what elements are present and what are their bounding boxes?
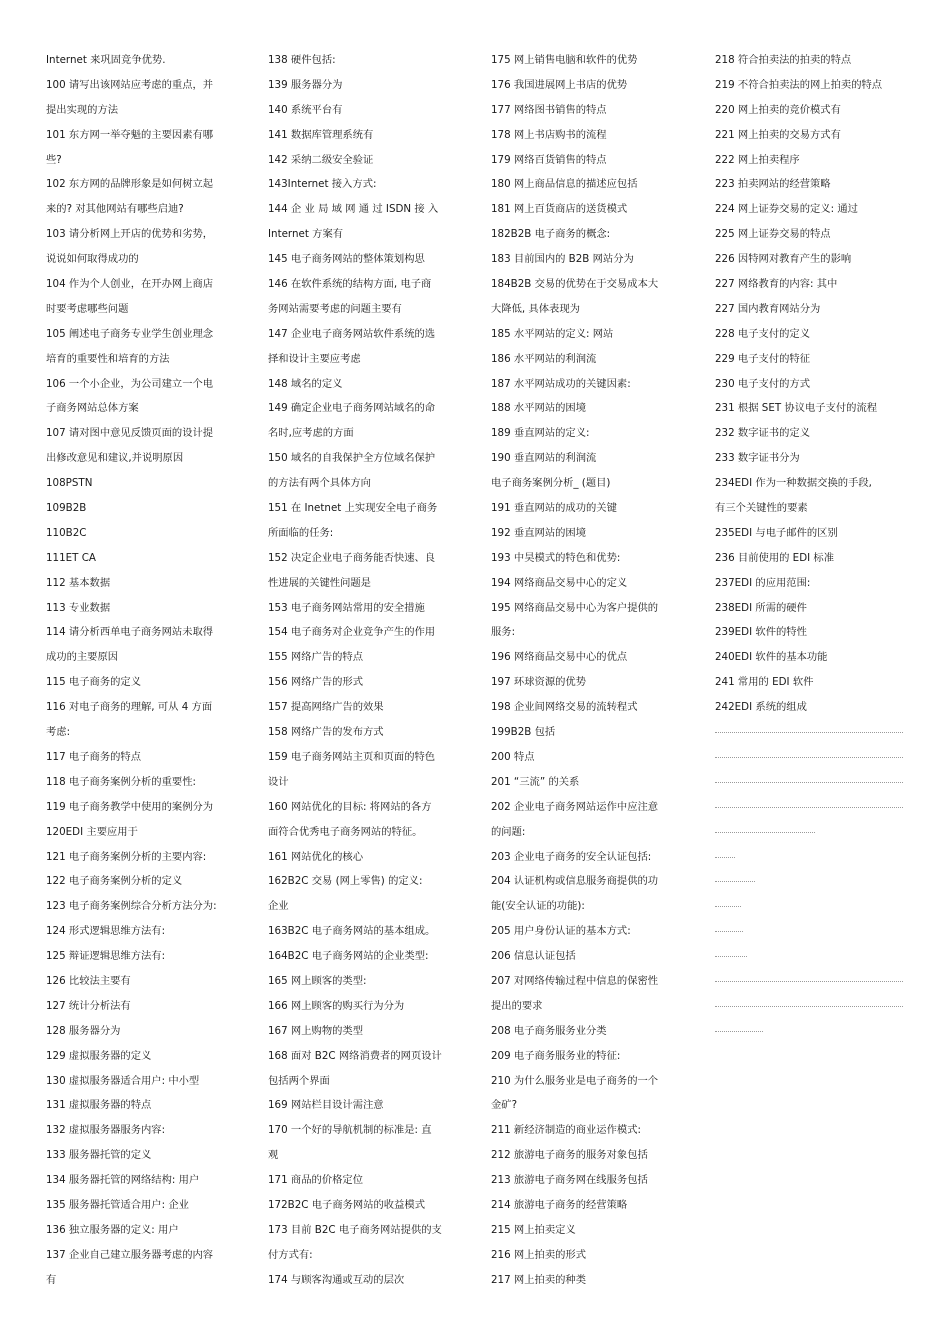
- text-line: 180 网上商品信息的描述应包括: [491, 178, 638, 191]
- text-line: 215 网上拍卖定义: [491, 1223, 576, 1236]
- text-line: 117 电子商务的特点: [46, 750, 142, 763]
- text-line: 观: [268, 1149, 279, 1162]
- text-line: 197 环球资源的优势: [491, 676, 587, 689]
- text-line: 184B2B 交易的优势在于交易成本大: [491, 278, 659, 291]
- text-line: 111ET CA: [46, 551, 96, 564]
- text-line: 139 服务器分为: [268, 78, 343, 91]
- text-line: 118 电子商务案例分析的重要性:: [46, 775, 196, 788]
- text-line: 200 特点: [491, 750, 535, 763]
- text-line: 176 我国进展网上书店的优势: [491, 78, 628, 91]
- text-line: 164B2C 电子商务网站的企业类型:: [268, 950, 429, 963]
- text-line: 105 阐述电子商务专业学生创业理念: [46, 327, 214, 340]
- text-line: 185 水平网站的定义: 网站: [491, 327, 614, 340]
- blank-answer-line: [715, 745, 911, 770]
- text-line: 务网站需要考虑的问题主要有: [268, 302, 402, 315]
- text-line: 120EDI 主要应用于: [46, 825, 138, 838]
- text-line: 189 垂直网站的定义:: [491, 427, 590, 440]
- text-line: 企业: [268, 900, 289, 913]
- text-line: 224 网上证券交易的定义: 通过: [715, 203, 858, 216]
- text-line: 177 网络图书销售的特点: [491, 103, 607, 116]
- text-line: 223 拍卖网站的经营策略: [715, 178, 831, 191]
- text-line: 178 网上书店购书的流程: [491, 128, 607, 141]
- blank-answer-line: [715, 770, 911, 795]
- text-line: 128 服务器分为: [46, 1024, 121, 1037]
- text-line: 108PSTN: [46, 477, 93, 490]
- blank-answer-line: [715, 869, 911, 894]
- text-line: 159 电子商务网站主页和页面的特色: [268, 750, 436, 763]
- text-line: 付方式有:: [268, 1248, 313, 1261]
- text-line: 206 信息认证包括: [491, 950, 576, 963]
- text-line: 160 网站优化的目标: 将网站的各方: [268, 800, 432, 813]
- text-line: 成功的主要原因: [46, 651, 119, 664]
- text-line: 214 旅游电子商务的经营策略: [491, 1198, 628, 1211]
- text-line: Internet 来巩固竞争优势.: [46, 54, 166, 66]
- text-line: 145 电子商务网站的整体策划构思: [268, 253, 425, 266]
- text-line: 124 形式逻辑思维方法有:: [46, 925, 166, 938]
- text-line: 232 数字证书的定义: [715, 427, 811, 440]
- text-line: 195 网络商品交易中心为客户提供的: [491, 601, 659, 614]
- text-line: 时要考虑哪些问题: [46, 302, 129, 315]
- text-line: 142 采纳二级安全验证: [268, 153, 374, 166]
- text-line: 127 统计分析法有: [46, 999, 131, 1012]
- text-line: 213 旅游电子商务网在线服务包括: [491, 1174, 648, 1187]
- text-line: 112 基本数据: [46, 576, 111, 589]
- text-line: 133 服务器托管的定义: [46, 1149, 152, 1162]
- text-line: 242EDI 系统的组成: [715, 701, 807, 714]
- text-line: 225 网上证券交易的特点: [715, 228, 831, 241]
- blank-answer-line: [715, 845, 911, 870]
- text-line: 些?: [46, 153, 62, 166]
- text-line: 119 电子商务教学中使用的案例分为: [46, 800, 214, 813]
- blank-answer-line: [715, 969, 911, 994]
- text-line: 101 东方网一举夺魁的主要因素有哪: [46, 128, 214, 141]
- text-line: 提出实现的方法: [46, 103, 119, 116]
- text-line: 154 电子商务对企业竞争产生的作用: [268, 626, 436, 639]
- text-line: 提出的要求: [491, 999, 543, 1012]
- text-line: 162B2C 交易 (网上零售) 的定义:: [268, 875, 423, 888]
- text-line: 228 电子支付的定义: [715, 327, 811, 340]
- text-line: 103 请分析网上开店的优势和劣势，: [46, 228, 214, 241]
- text-line: 187 水平网站成功的关键因素:: [491, 377, 631, 390]
- text-line: 191 垂直网站的成功的关键: [491, 502, 617, 515]
- text-column-1: [46, 48, 236, 1293]
- text-line: 211 新经济制造的商业运作模式:: [491, 1124, 641, 1137]
- text-line: 143Internet 接入方式:: [268, 178, 377, 191]
- text-line: 169 网站栏目设计需注意: [268, 1099, 384, 1112]
- text-column-3: [491, 48, 681, 1293]
- text-line: 培育的重要性和培育的方法: [46, 352, 170, 365]
- text-line: 109B2B: [46, 502, 87, 515]
- text-line: 235EDI 与电子邮件的区别: [715, 526, 838, 539]
- text-line: 121 电子商务案例分析的主要内容:: [46, 850, 207, 863]
- text-line: 165 网上顾客的类型:: [268, 974, 367, 987]
- text-line: 163B2C 电子商务网站的基本组成。: [268, 925, 436, 938]
- text-line: 130 虚拟服务器适合用户: 中小型: [46, 1074, 200, 1087]
- text-line: 239EDI 软件的特性: [715, 626, 807, 639]
- text-line: Internet 方案有: [268, 228, 344, 241]
- text-line: 说说如何取得成功的: [46, 253, 139, 266]
- text-line: 107 请对图中意见反馈页面的设计提: [46, 427, 214, 440]
- text-line: 181 网上百货商店的送货模式: [491, 203, 628, 216]
- text-line: 122 电子商务案例分析的定义: [46, 875, 183, 888]
- text-line: 137 企业自己建立服务器考虑的内容: [46, 1248, 214, 1261]
- text-line: 名时,应考虑的方面: [268, 427, 354, 440]
- text-column-4: [715, 48, 911, 1044]
- text-line: 168 面对 B2C 网络消费者的网页设计: [268, 1049, 442, 1062]
- text-line: 227 国内教育网站分为: [715, 302, 821, 315]
- text-line: 218 符合拍卖法的拍卖的特点: [715, 54, 852, 66]
- text-line: 大降低, 具体表现为: [491, 302, 580, 315]
- text-line: 子商务网站总体方案: [46, 402, 139, 415]
- text-line: 209 电子商务服务业的特征:: [491, 1049, 621, 1062]
- text-line: 222 网上拍卖程序: [715, 153, 800, 166]
- text-line: 174 与顾客沟通或互动的层次: [268, 1273, 405, 1286]
- text-line: 202 企业电子商务网站运作中应注意: [491, 800, 659, 813]
- text-line: 219 不符合拍卖法的网上拍卖的特点: [715, 78, 883, 91]
- blank-answer-line: [715, 795, 911, 820]
- text-line: 190 垂直网站的利润流: [491, 452, 597, 465]
- text-line: 能(安全认证的功能):: [491, 900, 585, 913]
- text-line: 金矿?: [491, 1099, 518, 1112]
- text-line: 179 网络百货销售的特点: [491, 153, 607, 166]
- text-line: 100 请写出该网站应考虑的重点，并: [46, 78, 214, 91]
- text-line: 157 提高网络广告的效果: [268, 701, 384, 714]
- text-line: 231 根据 SET 协议电子支付的流程: [715, 402, 878, 415]
- text-line: 出修改意见和建议,并说明原因: [46, 452, 184, 465]
- text-line: 148 域名的定义: [268, 377, 343, 390]
- text-line: 126 比较法主要有: [46, 974, 131, 987]
- text-line: 135 服务器托管适合用户: 企业: [46, 1198, 189, 1211]
- text-line: 196 网络商品交易中心的优点: [491, 651, 628, 664]
- text-line: 152 决定企业电子商务能否快速、良: [268, 551, 436, 564]
- text-column-2: [268, 48, 458, 1293]
- text-line: 有三个关键性的要素: [715, 502, 808, 515]
- text-line: 115 电子商务的定义: [46, 676, 142, 689]
- text-line: 201 “三流” 的关系: [491, 775, 580, 788]
- text-line: 123 电子商务案例综合分析方法分为:: [46, 900, 217, 913]
- text-line: 134 服务器托管的网络结构: 用户: [46, 1174, 200, 1187]
- text-line: 的问题:: [491, 825, 526, 838]
- text-line: 217 网上拍卖的种类: [491, 1273, 587, 1286]
- text-line: 150 域名的自我保护全方位域名保护: [268, 452, 436, 465]
- text-line: 205 用户身份认证的基本方式:: [491, 925, 631, 938]
- text-line: 175 网上销售电脑和软件的优势: [491, 54, 638, 66]
- text-line: 考虑:: [46, 726, 71, 739]
- text-line: 203 企业电子商务的安全认证包括:: [491, 850, 652, 863]
- text-line: 171 商品的价格定位: [268, 1174, 364, 1187]
- blank-answer-line: [715, 919, 911, 944]
- text-line: 设计: [268, 775, 289, 788]
- text-line: 104 作为个人创业，在开办网上商店: [46, 278, 214, 291]
- text-line: 156 网络广告的形式: [268, 676, 364, 689]
- text-line: 212 旅游电子商务的服务对象包括: [491, 1149, 648, 1162]
- text-line: 有: [46, 1273, 57, 1286]
- text-line: 153 电子商务网站常用的安全措施: [268, 601, 425, 614]
- text-line: 面符合优秀电子商务网站的特征。: [268, 825, 423, 838]
- text-line: 166 网上顾客的购买行为分为: [268, 999, 405, 1012]
- text-line: 161 网站优化的核心: [268, 850, 364, 863]
- text-line: 207 对网络传输过程中信息的保密性: [491, 974, 659, 987]
- blank-answer-line: [715, 994, 911, 1019]
- text-line: 194 网络商品交易中心的定义: [491, 576, 628, 589]
- text-line: 113 专业数据: [46, 601, 111, 614]
- text-line: 的方法有两个具体方向: [268, 477, 371, 490]
- text-line: 149 确定企业电子商务网站域名的命: [268, 402, 436, 415]
- text-line: 188 水平网站的困境: [491, 402, 587, 415]
- blank-answer-line: [715, 894, 911, 919]
- text-line: 182B2B 电子商务的概念:: [491, 228, 611, 241]
- text-line: 172B2C 电子商务网站的收益模式: [268, 1198, 425, 1211]
- text-line: 131 虚拟服务器的特点: [46, 1099, 152, 1112]
- text-line: 236 目前使用的 EDI 标准: [715, 551, 835, 564]
- text-line: 221 网上拍卖的交易方式有: [715, 128, 841, 141]
- text-line: 220 网上拍卖的竞价模式有: [715, 103, 841, 116]
- text-line: 114 请分析西单电子商务网站未取得: [46, 626, 214, 639]
- text-line: 199B2B 包括: [491, 726, 556, 739]
- text-line: 216 网上拍卖的形式: [491, 1248, 587, 1261]
- text-line: 106 一个小企业，为公司建立一个电: [46, 377, 214, 390]
- text-line: 204 认证机构或信息服务商提供的功: [491, 875, 659, 888]
- text-line: 102 东方网的品牌形象是如何树立起: [46, 178, 214, 191]
- text-line: 所面临的任务:: [268, 526, 334, 539]
- text-line: 146 在软件系统的结构方面, 电子商: [268, 278, 432, 291]
- text-line: 包括两个界面: [268, 1074, 330, 1087]
- text-line: 237EDI 的应用范围:: [715, 576, 811, 589]
- text-line: 238EDI 所需的硬件: [715, 601, 807, 614]
- text-line: 116 对电子商务的理解, 可从 4 方面: [46, 701, 213, 714]
- text-line: 210 为什么服务业是电子商务的一个: [491, 1074, 659, 1087]
- text-line: 132 虚拟服务器服务内容:: [46, 1124, 166, 1137]
- text-line: 141 数据库管理系统有: [268, 128, 374, 141]
- text-line: 240EDI 软件的基本功能: [715, 651, 828, 664]
- text-line: 140 系统平台有: [268, 103, 343, 116]
- text-line: 226 因特网对教育产生的影响: [715, 253, 852, 266]
- text-line: 230 电子支付的方式: [715, 377, 811, 390]
- blank-answer-line: [715, 720, 911, 745]
- text-line: 229 电子支付的特征: [715, 352, 811, 365]
- text-line: 208 电子商务服务业分类: [491, 1024, 607, 1037]
- text-line: 227 网络教育的内容: 其中: [715, 278, 838, 291]
- text-line: 性进展的关键性问题是: [268, 576, 371, 589]
- text-line: 服务:: [491, 626, 516, 639]
- text-line: 144 企 业 局 域 网 通 过 ISDN 接 入: [268, 203, 439, 216]
- text-line: 147 企业电子商务网站软件系统的选: [268, 327, 436, 340]
- text-line: 183 目前国内的 B2B 网站分为: [491, 253, 634, 266]
- text-line: 193 中昊模式的特色和优势:: [491, 551, 621, 564]
- text-line: 151 在 Inetnet 上实现安全电子商务: [268, 502, 438, 515]
- text-line: 125 辩证逻辑思维方法有:: [46, 950, 166, 963]
- text-line: 110B2C: [46, 526, 87, 539]
- text-line: 167 网上购物的类型: [268, 1024, 364, 1037]
- blank-answer-line: [715, 820, 911, 845]
- blank-answer-line: [715, 944, 911, 969]
- text-line: 138 硬件包括:: [268, 54, 336, 66]
- text-line: 来的? 对其他网站有哪些启迪?: [46, 203, 184, 216]
- text-line: 173 目前 B2C 电子商务网站提供的支: [268, 1223, 442, 1236]
- text-line: 234EDI 作为一种数据交换的手段,: [715, 477, 872, 490]
- text-line: 186 水平网站的利润流: [491, 352, 597, 365]
- text-line: 158 网络广告的发布方式: [268, 726, 384, 739]
- text-line: 155 网络广告的特点: [268, 651, 364, 664]
- text-line: 择和设计主要应考虑: [268, 352, 361, 365]
- text-line: 192 垂直网站的困境: [491, 526, 587, 539]
- text-line: 129 虚拟服务器的定义: [46, 1049, 152, 1062]
- blank-answer-line: [715, 1019, 911, 1044]
- text-line: 136 独立服务器的定义: 用户: [46, 1223, 179, 1236]
- text-line: 电子商务案例分析_ (题目): [491, 477, 611, 490]
- text-line: 198 企业间网络交易的流转程式: [491, 701, 638, 714]
- text-line: 241 常用的 EDI 软件: [715, 676, 814, 689]
- text-line: 170 一个好的导航机制的标准是: 直: [268, 1124, 432, 1137]
- text-line: 233 数字证书分为: [715, 452, 800, 465]
